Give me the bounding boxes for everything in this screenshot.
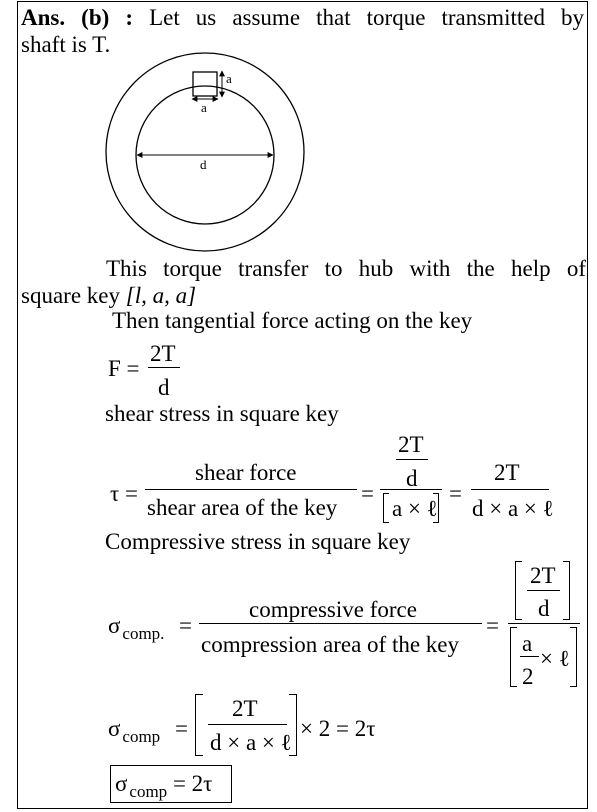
answer-label: Ans. (b) : <box>21 5 134 30</box>
comp-numerator: compressive force <box>249 597 417 622</box>
para-line-2-prefix: square key <box>21 283 126 308</box>
intro-line-2: shaft is T. <box>21 32 111 57</box>
shear-equals-1: = <box>361 481 374 506</box>
comp-heading: Compressive stress in square key <box>105 529 411 554</box>
comp2-rest: × 2 = 2τ <box>300 716 376 741</box>
comp-bottom-bracket-right <box>570 627 577 687</box>
comp2-equals: = <box>175 716 188 741</box>
comp-subscript: comp. <box>122 624 165 643</box>
comp-equals-2: = <box>486 613 499 638</box>
comp-denominator: compression area of the key <box>201 632 460 657</box>
shear-denominator: shear area of the key <box>147 495 338 520</box>
shear-final-bar <box>471 489 549 490</box>
comp2-fraction-bar <box>208 724 287 725</box>
diameter-label: d <box>200 157 207 172</box>
shear-bracket-right <box>433 493 439 523</box>
force-lhs: F = <box>108 356 140 381</box>
comp2-subscript: comp <box>122 727 161 746</box>
force-fraction-bar <box>148 367 180 368</box>
shear-inner-numerator: 2T <box>398 432 424 457</box>
comp-right-main-bar <box>508 623 580 624</box>
shear-main-bar <box>380 489 442 490</box>
force-denominator: d <box>158 375 170 400</box>
comp2-bracket-left <box>195 694 203 756</box>
comp-top-bracket-left <box>515 561 522 620</box>
comp-right-denominator: d <box>538 596 550 621</box>
key-dimensions: [l, a, a] <box>125 283 197 308</box>
para-line-2 <box>21 284 196 307</box>
comp-bottom-bracket-left <box>510 627 517 687</box>
shear-bracket-content: a × ℓ <box>392 496 438 521</box>
comp-half-denominator: 2 <box>522 664 534 689</box>
comp-half-numerator: a <box>522 631 533 656</box>
shear-fraction-bar <box>145 489 357 490</box>
comp2-bracket-right <box>289 694 297 756</box>
comp-fraction-bar <box>199 623 482 624</box>
para-line-1: This torque transfer to hub with the help of <box>106 256 586 281</box>
comp-half-bar <box>520 656 539 657</box>
shear-inner-denominator: d <box>406 466 418 491</box>
comp2-denominator: d × a × ℓ <box>210 730 292 755</box>
key-height-label: a <box>226 71 232 86</box>
shear-inner-bar <box>396 459 428 460</box>
tau-lhs: τ = <box>110 481 138 506</box>
square-key <box>193 72 217 96</box>
shear-heading: shear stress in square key <box>105 401 339 426</box>
shear-final-denominator: d × a × ℓ <box>472 496 554 521</box>
result-rest: = 2τ <box>172 771 213 796</box>
comp-times-l: × ℓ <box>540 646 570 671</box>
para-line-3: Then tangential force acting on the key <box>112 308 473 333</box>
result-subscript: comp <box>129 782 168 801</box>
comp2-numerator: 2T <box>232 696 258 721</box>
comp-right-inner-bar <box>527 590 560 591</box>
comp2-sigma-symbol: σ <box>108 716 121 741</box>
comp-top-bracket-right <box>563 561 570 620</box>
shear-final-numerator: 2T <box>494 460 520 485</box>
force-numerator: 2T <box>150 341 176 366</box>
comp-equals-1: = <box>179 613 192 638</box>
intro-text-1: Let us assume that torque transmitted by <box>149 5 585 30</box>
comp-sigma-symbol: σ <box>108 613 121 638</box>
key-width-label: a <box>201 100 207 115</box>
shear-bracket-left <box>383 493 389 523</box>
comp-right-numerator: 2T <box>530 563 556 588</box>
shear-equals-2: = <box>449 481 462 506</box>
result-sigma-symbol: σ <box>115 771 128 796</box>
result-expression <box>115 771 213 801</box>
comp-sigma <box>108 613 165 643</box>
shear-numerator: shear force <box>195 460 297 485</box>
comp2-sigma <box>108 716 161 746</box>
